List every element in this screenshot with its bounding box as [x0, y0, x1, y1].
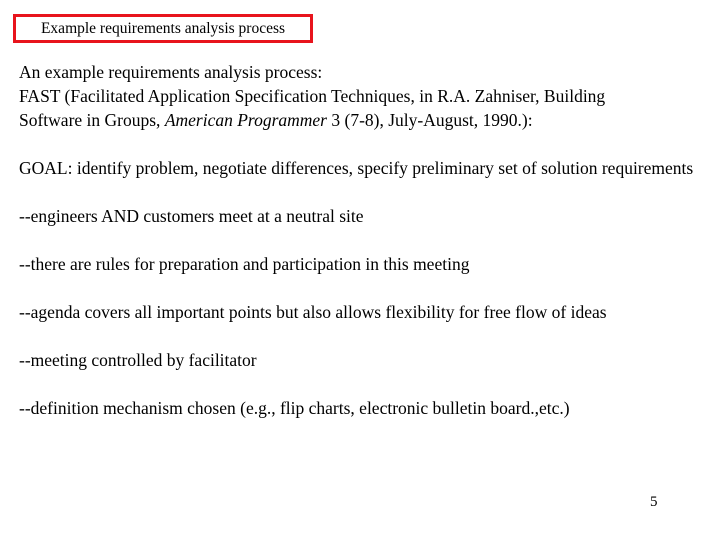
intro-line-2: FAST (Facilitated Application Specification Techniques, in R.A. Zahniser, Building: [19, 86, 606, 106]
intro-paragraph: [19, 60, 709, 132]
bullet-item: --definition mechanism chosen (e.g., flip charts, electronic bulletin board.,etc.): [19, 398, 570, 418]
goal-paragraph: GOAL: identify problem, negotiate differences, specify preliminary set of solution requirements: [19, 158, 694, 178]
intro-line-3-post: 3 (7-8), July-August, 1990.):: [327, 110, 533, 130]
bullet-item: --agenda covers all important points but also allows flexibility for free flow of ideas: [19, 302, 607, 322]
publication-name: American Programmer: [164, 110, 327, 130]
bullet-item: --there are rules for preparation and participation in this meeting: [19, 254, 470, 274]
bullet-item: --engineers AND customers meet at a neutral site: [19, 206, 364, 226]
intro-line-1: An example requirements analysis process:: [19, 62, 323, 82]
slide-title: Example requirements analysis process: [40, 19, 286, 37]
slide-body: [19, 60, 709, 420]
page-number: 5: [650, 494, 658, 510]
bullet-item: --meeting controlled by facilitator: [19, 350, 257, 370]
intro-line-3-pre: Software in Groups,: [19, 110, 165, 130]
slide-title-box: [13, 14, 313, 43]
